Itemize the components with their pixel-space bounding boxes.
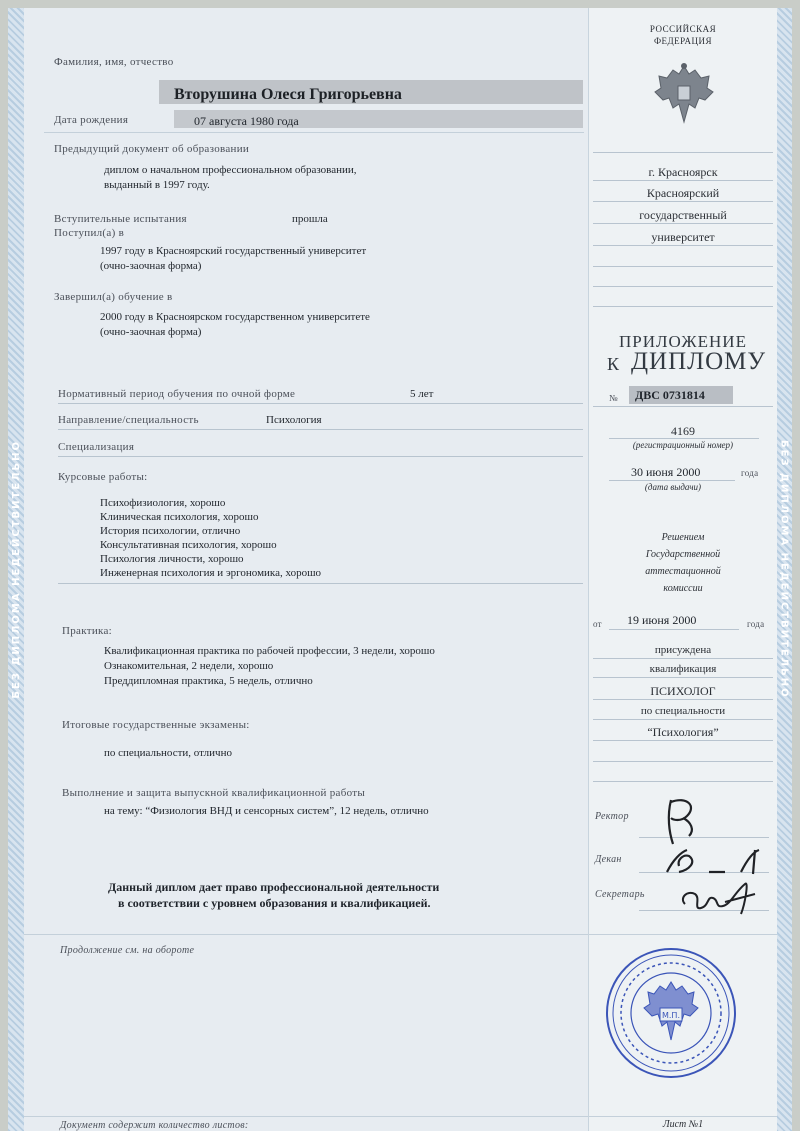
- right-border-text: БЕЗ ДИПЛОМА НЕДЕЙСТВИТЕЛЬНО: [778, 440, 790, 699]
- coursework-item: Консультативная психология, хорошо: [100, 539, 277, 551]
- field-underline: [593, 266, 773, 267]
- registration-number: 4169: [671, 424, 695, 438]
- rights-line2: в соответствии с уровнем образования и квалификацией.: [118, 896, 431, 910]
- field-underline: [58, 429, 583, 430]
- specialization-label: Специализация: [58, 441, 135, 453]
- decision-year-word: года: [747, 619, 765, 629]
- field-underline: [593, 306, 773, 307]
- specialty-value: Психология: [266, 414, 322, 426]
- field-underline: [593, 152, 773, 153]
- dob-label: Дата рождения: [54, 114, 129, 126]
- field-underline: [58, 583, 583, 584]
- title-line1: ПРИЛОЖЕНИЕ: [619, 332, 747, 351]
- exams-label: Итоговые государственные экзамены:: [62, 719, 250, 731]
- decision-from: от: [593, 619, 602, 629]
- institution-line3: университет: [651, 230, 715, 244]
- country-line2: ФЕДЕРАЦИЯ: [653, 36, 713, 46]
- issue-year-word: года: [741, 468, 759, 478]
- completed-line1: 2000 году в Красноярском государственном университете: [100, 311, 370, 323]
- left-security-border: [8, 8, 24, 1131]
- specialty-value: “Психология”: [647, 725, 719, 739]
- exams-value: по специальности, отлично: [104, 747, 232, 759]
- dob-value: 07 августа 1980 года: [194, 114, 299, 128]
- secretary-signature-icon: [675, 874, 761, 920]
- qualification-value: ПСИХОЛОГ: [650, 684, 716, 698]
- practice-label: Практика:: [62, 625, 113, 637]
- institution-line2: государственный: [639, 208, 727, 222]
- full-name: Вторушина Олеся Григорьевна: [174, 86, 402, 103]
- divider: [24, 1116, 588, 1117]
- divider: [24, 934, 588, 935]
- enrolled-label: Поступил(а) в: [54, 227, 125, 239]
- field-underline: [593, 658, 773, 659]
- divider: [44, 132, 584, 133]
- field-underline: [593, 781, 773, 782]
- field-underline: [593, 761, 773, 762]
- field-underline: [593, 286, 773, 287]
- rights-line1: Данный диплом дает право профессиональной деятельности: [108, 880, 440, 894]
- decision-line4: комиссии: [663, 583, 703, 594]
- coursework-item: История психологии, отлично: [100, 525, 241, 537]
- coursework-label: Курсовые работы:: [58, 471, 148, 483]
- seal-center-text: М.П.: [661, 1011, 681, 1020]
- field-underline: [593, 180, 773, 181]
- rector-label: Ректор: [595, 811, 629, 822]
- decision-date: 19 июня 2000: [627, 613, 697, 627]
- issue-caption: (дата выдачи): [644, 482, 702, 492]
- right-security-border: [776, 8, 792, 1131]
- decision-line3: аттестационной: [645, 566, 721, 577]
- thesis-value: на тему: “Физиология ВНД и сенсорных систем”, 12 недель, отлично: [104, 805, 429, 817]
- field-underline: [609, 480, 735, 481]
- title-line2: ДИПЛОМУ: [631, 348, 767, 375]
- title-k: К: [607, 354, 620, 374]
- field-underline: [58, 456, 583, 457]
- qualification-label: квалификация: [649, 663, 717, 675]
- by-specialty: по специальности: [640, 705, 726, 717]
- practice-item: Ознакомительная, 2 недели, хорошо: [104, 660, 274, 672]
- divider: [589, 1116, 777, 1117]
- continued-note: Продолжение см. на обороте: [60, 945, 195, 956]
- thesis-label: Выполнение и защита выпускной квалификационной работы: [62, 787, 366, 799]
- decision-line2: Государственной: [645, 549, 721, 560]
- dean-label: Декан: [595, 854, 622, 865]
- sheets-count-label: Документ содержит количество листов:: [60, 1120, 249, 1131]
- official-seal-icon: [604, 946, 738, 1080]
- enrolled-line2: (очно-заочная форма): [100, 260, 202, 272]
- country-line1: РОССИЙСКАЯ: [649, 24, 717, 34]
- institution-line1: Красноярский: [646, 186, 720, 200]
- city: г. Красноярск: [648, 165, 718, 179]
- field-underline: [58, 403, 583, 404]
- enrolled-line1: 1997 году в Красноярский государственный университет: [100, 245, 367, 257]
- secretary-label: Секретарь: [595, 889, 645, 900]
- field-underline: [609, 629, 739, 630]
- coat-of-arms-icon: [649, 60, 719, 130]
- coursework-item: Клиническая психология, хорошо: [100, 511, 259, 523]
- issue-date: 30 июня 2000: [631, 465, 701, 479]
- sheet-number: Лист №1: [662, 1119, 704, 1130]
- left-content-area: [24, 8, 588, 1131]
- prev-doc-line2: выданный в 1997 году.: [104, 179, 210, 191]
- field-underline: [593, 699, 773, 700]
- entrance-value: прошла: [292, 213, 328, 225]
- left-border-text: БЕЗ ДИПЛОМА НЕДЕЙСТВИТЕЛЬНО: [10, 440, 22, 699]
- prev-doc-line1: диплом о начальном профессиональном образовании,: [104, 164, 357, 176]
- completed-label: Завершил(а) обучение в: [54, 291, 173, 303]
- registration-caption: (регистрационный номер): [632, 440, 734, 450]
- specialty-label: Направление/специальность: [58, 414, 199, 426]
- field-underline: [593, 245, 773, 246]
- coursework-item: Психофизиология, хорошо: [100, 497, 226, 509]
- diploma-supplement-sheet: [8, 8, 792, 1131]
- awarded: присуждена: [654, 644, 712, 656]
- prev-doc-label: Предыдущий документ об образовании: [54, 143, 250, 155]
- fio-label: Фамилия, имя, отчество: [54, 56, 174, 68]
- field-underline: [593, 740, 773, 741]
- field-underline: [593, 201, 773, 202]
- field-underline: [593, 406, 773, 407]
- completed-line2: (очно-заочная форма): [100, 326, 202, 338]
- coursework-item: Инженерная психология и эргономика, хорошо: [100, 567, 322, 579]
- field-underline: [593, 719, 773, 720]
- field-underline: [593, 223, 773, 224]
- field-underline: [593, 677, 773, 678]
- decision-line1: Решением: [661, 532, 705, 543]
- field-underline: [609, 438, 759, 439]
- diploma-number: ДВС 0731814: [635, 388, 705, 402]
- practice-item: Квалификационная практика по рабочей профессии, 3 недели, хорошо: [104, 645, 435, 657]
- entrance-label: Вступительные испытания: [54, 213, 187, 225]
- divider: [589, 934, 777, 935]
- coursework-item: Психология личности, хорошо: [100, 553, 244, 565]
- number-label: №: [609, 393, 618, 403]
- period-label: Нормативный период обучения по очной форме: [58, 388, 296, 400]
- period-value: 5 лет: [410, 388, 434, 400]
- practice-item: Преддипломная практика, 5 недель, отлично: [104, 675, 313, 687]
